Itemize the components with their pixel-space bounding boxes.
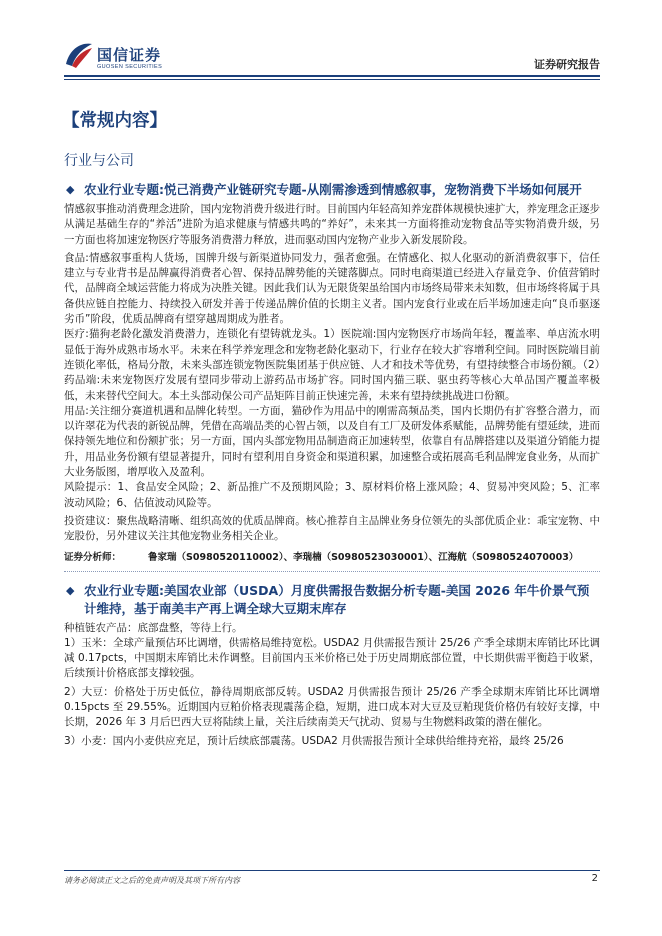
company-logo [64,40,184,80]
header-divider [64,75,600,77]
guosen-logo-icon [64,40,94,70]
article-separator [64,571,600,572]
article-1-paragraph: 医疗:猫狗老龄化激发消费潜力，连锁化有望铸就龙头。1）医院端:国内宠物医疗市场尚年轻，覆盖率、单店流水明显低于海外成熟市场水平。未来在科学养宠理念和宠物老龄化驱动下，行业存在较大扩容增利空间。同时医院端目前连锁化率低，格局分散，未来头部连锁宠物医院集团基于供应链、人才和技术等优势，有望持续整合市场份额。（2）药品端:未来宠物医疗发展有望同步带动上游药品市场扩容。同时国内猫三联、驱虫药等核心大单品国产覆盖率极低，未来替代空间大。本土头部动保公司产品矩阵目前正快速完善，未来有望持续挑战进口份额。 [64,328,600,402]
page-header [0,0,662,82]
section-title: 【常规内容】 [62,111,167,131]
logo-english-name: GUOSEN SECURITIES [97,64,163,70]
disclaimer-note: 请务必阅读正文之后的免责声明及其项下所有内容 [64,876,240,885]
diamond-bullet-icon: ◆ [66,183,75,196]
analyst-names: 鲁家瑞（S0980520110002）、李瑞楠（S0980523030001）、江海航（S0980524070003） [148,551,579,563]
article-1-paragraph: 用品:关注细分赛道机遇和品牌化转型。一方面，猫砂作为用品中的刚需高频品类，国内长期仍有扩容整合潜力，而以许翠花为代表的新锐品牌，凭借在高端品类的心智占领，以及自有工厂及研发体系赋能，品牌势能有望延续，进而保持领先地位和份额扩张；另一方面，国内头部宠物用品制造商正加速转型，依靠自有品牌搭建以及渠道分销能力提升，用品业务份额有望显著提升，同时有望利用自身资金和渠道积累，加速整合或拓展高毛利品牌宠食业务，从而扩大业务版图，增厚收入及盈利。 [64,404,600,479]
header-divider-thin [64,79,600,80]
article-2-paragraph: 1）玉米：全球产量预估环比调增，供需格局维持宽松。USDA2 月供需报告预计 25/26 产季全球期末库销比环比调减 0.17pcts，中国期末库销比未作调整。目前国内玉米价格已处于历史周期底部位置，中长期供需平衡趋于收紧，后续预计价格底部支撑较强。 [64,636,600,680]
article-1-paragraph: 投资建议：聚焦战略清晰、组织高效的优质品牌商。核心推荐自主品牌业务身位领先的头部优质企业：乖宝宠物、中宠股份，另外建议关注其他宠物业务相关企业。 [64,514,600,543]
article-2-title [64,582,600,618]
article-2-paragraph: 种植链农产品：底部盘整，等待上行。 [64,621,243,634]
main-content [64,181,600,749]
article-2-title-text: 农业行业专题:美国农业部（USDA）月度供需报告数据分析专题-美国 2026 年牛价景气预计维持，基于南美丰产再上调全球大豆期末库存 [84,582,590,616]
footer-divider [64,870,600,871]
article-1-paragraph: 情感叙事推动消费理念进阶，国内宠物消费升级进行时。目前国内年轻高知养宠群体规模快速扩大，养宠理念正逐步从满足基础生存的“养活”进阶为追求健康与情感共鸣的“养好”，未来其一方面将推动宠物食品等实物消费升级，另一方面也将加速宠物医疗等服务消费潜力释放，进而驱动国内宠物产业步入新发展阶段。 [64,203,600,246]
analyst-line [64,550,600,565]
logo-chinese-name: 国信证券 [97,46,162,64]
article-1-title [64,181,600,199]
article-1-title-text: 农业行业专题:悦己消费产业链研究专题-从刚需渗透到情感叙事，宠物消费下半场如何展开 [84,182,582,197]
article-2-paragraph: 2）大豆：价格处于历史低位，静待周期底部反转。USDA2 月供需报告预计 25/26 产季全球期末库销比环比调增 0.15pcts 至 29.55%。近期国内豆粕价格表现震荡企稳，短期，进口成本对大豆及豆粕现货价格仍有较好支撑，中长期，2026 年 3 月后巴西大豆将陆续上量，关注后续南美天气扰动、贸易与生物燃料政策的潜在催化。 [64,685,600,729]
page-number: 2 [591,873,598,884]
subsection-title: 行业与公司 [64,153,134,169]
article-1-paragraph: 食品:情感叙事重构人货场，国牌升级与新渠道协同发力，强者愈强。在情感化、拟人化驱动的新消费叙事下，信任建立与专业背书是品牌赢得消费者心智、保持品牌势能的关键落脚点。同时电商渠道已经进入存量竞争、价值营销时代，品牌商全域运营能力将成为决胜关键。因此我们认为无限货架虽给国内市场终局带来未知数，但市场终将属于具备供应链自控能力、持续投入研发并善于传递品牌价值的长期主义者。国内宠食行业或在后半场加速走向“良币驱逐劣币”阶段，优质品牌商有望穿越周期成为胜者。 [64,251,600,326]
report-type-label: 证券研究报告 [534,58,600,71]
diamond-bullet-icon: ◆ [66,583,75,597]
article-1-paragraph: 风险提示：1、食品安全风险；2、新品推广不及预期风险；3、原材料价格上涨风险；4、贸易冲突风险；5、汇率波动风险；6、估值波动风险等。 [64,481,600,509]
analyst-label: 证券分析师： [64,551,122,563]
article-2-paragraph: 3）小麦：国内小麦供应充足，预计后续底部震荡。USDA2 月供需报告预计全球供给维持充裕，最终 25/26 [64,734,564,747]
